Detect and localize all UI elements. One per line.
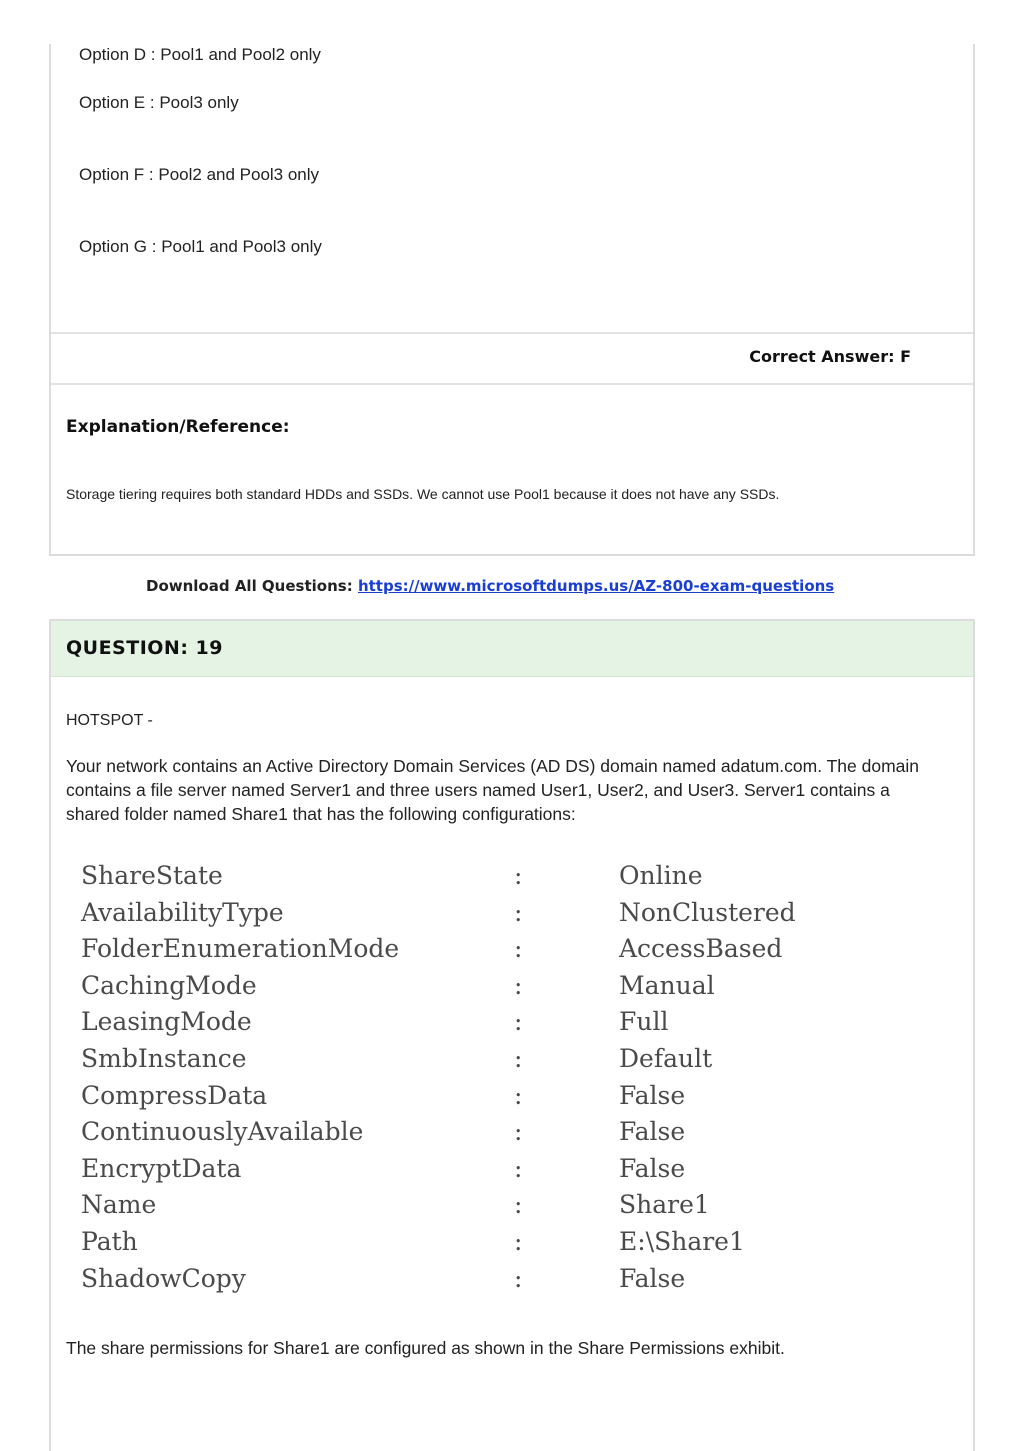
correct-answer: Correct Answer: F: [749, 347, 911, 366]
config-row: [81, 898, 881, 935]
option-f: Option F : Pool2 and Pool3 only: [79, 165, 320, 184]
option-e: Option E : Pool3 only: [79, 93, 239, 112]
config-row: [81, 971, 881, 1008]
config-key: ShadowCopy: [81, 1263, 246, 1293]
config-value: False: [619, 1263, 686, 1293]
config-value: Share1: [619, 1190, 710, 1220]
question-header: [51, 621, 973, 677]
config-key: ShareState: [81, 861, 223, 890]
config-row: [81, 1227, 881, 1264]
config-row: [81, 1117, 881, 1154]
config-key: AvailabilityType: [81, 897, 284, 927]
config-key: Path: [81, 1226, 138, 1256]
config-row: [81, 1154, 881, 1191]
config-key: SmbInstance: [81, 1043, 247, 1073]
config-separator: :: [514, 1190, 523, 1220]
config-value: Online: [619, 861, 703, 890]
config-row: [81, 861, 881, 898]
config-key: CompressData: [81, 1080, 268, 1110]
config-key: Name: [81, 1190, 157, 1220]
config-key: FolderEnumerationMode: [81, 934, 400, 964]
config-value: NonClustered: [619, 897, 796, 927]
config-value: Manual: [619, 970, 715, 1000]
question-footer: The share permissions for Share1 are configured as shown in the Share Permissions exhibit.: [66, 1338, 785, 1358]
config-separator: :: [514, 1080, 523, 1110]
config-key: ContinuouslyAvailable: [81, 1117, 364, 1147]
config-value: E:\Share1: [619, 1226, 745, 1256]
config-separator: :: [514, 1226, 523, 1256]
config-row: [81, 1044, 881, 1081]
config-separator: :: [514, 1043, 523, 1073]
config-key: CachingMode: [81, 970, 257, 1000]
divider: [51, 383, 973, 385]
option-g: Option G : Pool1 and Pool3 only: [79, 237, 322, 256]
config-key: EncryptData: [81, 1153, 242, 1183]
config-separator: :: [514, 970, 523, 1000]
config-value: False: [619, 1080, 686, 1110]
explanation-text: Storage tiering requires both standard HDDs and SSDs. We cannot use Pool1 because it does not have any SSDs.: [66, 486, 780, 502]
question-title: QUESTION: 19: [66, 637, 223, 659]
download-line: [146, 577, 834, 595]
config-value: Full: [619, 1007, 669, 1037]
option-d: Option D : Pool1 and Pool2 only: [79, 45, 321, 64]
config-separator: :: [514, 934, 523, 964]
question-body: Your network contains an Active Directory Domain Services (AD DS) domain named adatum.com. The domain contains a file server named Server1 and three users named User1, User2, and User3. Server1 contains a shared folder named Share1 that has the following configurations:: [66, 756, 920, 824]
config-separator: :: [514, 897, 523, 927]
question-card: [49, 619, 975, 1451]
explanation-title: Explanation/Reference:: [66, 417, 290, 437]
config-separator: :: [514, 1153, 523, 1183]
answer-row: [51, 334, 973, 384]
config-separator: :: [514, 1117, 523, 1147]
config-row: [81, 1190, 881, 1227]
answer-card: [49, 44, 975, 556]
config-row: [81, 1007, 881, 1044]
config-key: LeasingMode: [81, 1007, 252, 1037]
config-row: [81, 1264, 881, 1301]
question-type: HOTSPOT -: [66, 712, 153, 729]
config-separator: :: [514, 1263, 523, 1293]
config-separator: :: [514, 1007, 523, 1037]
config-row: [81, 934, 881, 971]
download-link[interactable]: https://www.microsoftdumps.us/AZ-800-exam-questions: [357, 577, 835, 595]
config-row: [81, 1081, 881, 1118]
config-value: Default: [619, 1043, 713, 1073]
config-value: False: [619, 1153, 686, 1183]
config-separator: :: [514, 861, 523, 890]
share-config-table: [81, 861, 881, 1300]
config-value: False: [619, 1117, 686, 1147]
config-value: AccessBased: [619, 934, 783, 964]
download-label: Download All Questions:: [146, 577, 353, 595]
